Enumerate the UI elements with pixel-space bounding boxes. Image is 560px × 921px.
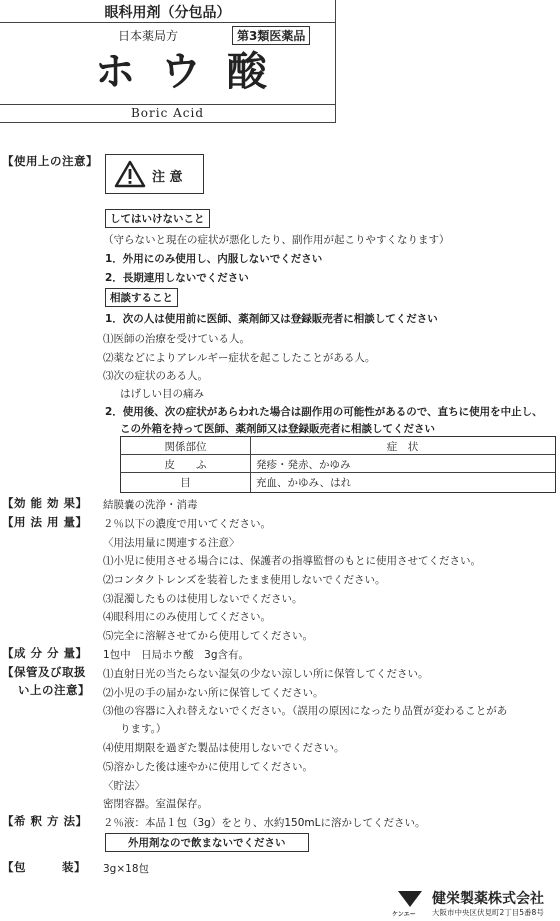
efficacy-label: 【効 能 効 果】 [2, 496, 88, 510]
consult-item-2-line-2: この外箱を持って医師、薬剤師又は登録販売者に相談してください [120, 423, 435, 435]
consult-item-1: 1．次の人は使用前に医師、薬剤師又は登録販売者に相談してください [105, 313, 438, 325]
dilution-warning: 外用剤なので飲まないでください [105, 833, 309, 852]
storage-item-1: ⑴直射日光の当たらない湿気の少ない涼しい所に保管してください。 [103, 668, 429, 680]
dosage-note-1: ⑴小児に使用させる場合には、保護者の指導監督のもとに使用させてください。 [103, 555, 481, 567]
dosage-label: 【用 法 用 量】 [2, 515, 88, 529]
dosage-note-5: ⑸完全に溶解させてから使用してください。 [103, 630, 313, 642]
storage-item-3: ⑶他の容器に入れ替えないでください。（誤用の原因になったり品質が変わることがあ [103, 705, 508, 717]
storage-item-2: ⑵小児の手の届かない所に保管してください。 [103, 687, 324, 699]
storage-item-5: ⑸溶かした後は速やかに使用してください。 [103, 761, 313, 773]
category-text: 眼科用剤（分包品） [104, 5, 231, 21]
warning-triangle-icon [114, 160, 146, 188]
dilution-text: ２％液：本品１包（3g）をとり、水約150mLに溶かしてください。 [103, 817, 426, 829]
table-header-part: 関係部位 [164, 441, 207, 453]
consult-subitem-1: ⑴医師の治療を受けている人。 [103, 333, 250, 345]
table-row-divider-2 [120, 472, 555, 473]
package-label: 【包 装】 [2, 860, 86, 874]
english-name: Boric Acid [130, 106, 205, 120]
dilution-label: 【希 釈 方 法】 [2, 814, 88, 828]
table-row-divider-1 [120, 454, 555, 455]
dont-heading: してはいけないこと [105, 209, 210, 228]
pharmacopoeia-text: 日本薬局方 [118, 29, 179, 43]
storage-label-line-1: 【保管及び取扱 [2, 665, 86, 679]
header-divider [0, 22, 335, 23]
storage-label-line-2: い上の注意】 [18, 683, 90, 697]
manufacturer-address: 大阪市中央区伏見町2丁目5番8号 [432, 908, 544, 917]
product-name: ホ ウ 酸 [95, 49, 273, 95]
dont-item-1: 1．外用にのみ使用し、内服しないでください [105, 253, 323, 265]
dosage-text: ２％以下の濃度で用いてください。 [103, 518, 271, 530]
package-text: 3g×18包 [103, 863, 150, 875]
table-row-2-part: 目 [180, 477, 191, 489]
composition-text: 1包中 日局ホウ酸 3g含有。 [103, 649, 250, 661]
table-row-1-part: 皮 ふ [164, 459, 207, 471]
consult-subitem-3: ⑶次の症状のある人。 [103, 370, 208, 382]
manufacturer-logo-icon [396, 889, 424, 911]
dosage-note-3: ⑶混濁したものは使用しないでください。 [103, 593, 303, 605]
drug-class-badge: 第3類医薬品 [232, 26, 310, 45]
manufacturer-name: 健栄製薬株式会社 [432, 891, 544, 907]
storage-subheading: 〈貯法〉 [103, 780, 145, 792]
dosage-note-4: ⑷眼科用にのみ使用してください。 [103, 611, 271, 623]
dosage-note-2: ⑵コンタクトレンズを装着したまま使用しないでください。 [103, 574, 386, 586]
consult-heading: 相談すること [105, 288, 178, 307]
manufacturer-logo-text: ケンエー [392, 911, 416, 918]
dosage-notes-heading: 〈用法用量に関連する注意〉 [103, 537, 240, 549]
caution-title: 注 意 [152, 170, 183, 185]
english-divider [0, 104, 335, 105]
consult-item-2-line-1: 2．使用後、次の症状があらわれた場合は副作用の可能性があるので、直ちに使用を中止し、 [105, 406, 543, 418]
dont-item-2: 2．長期連用しないでください [105, 272, 249, 284]
storage-item-4: ⑷使用期限を過ぎた製品は使用しないでください。 [103, 742, 345, 754]
table-header-symptom: 症 状 [386, 441, 419, 453]
usage-precautions-label: 【使用上の注意】 [2, 154, 98, 168]
efficacy-text: 結膜嚢の洗浄・消毒 [103, 499, 198, 511]
composition-label: 【成 分 分 量】 [2, 646, 88, 660]
consult-subitem-2: ⑵薬などによりアレルギー症状を起こしたことがある人。 [103, 352, 376, 364]
consult-subitem-4: はげしい目の痛み [120, 388, 204, 400]
table-row-1-symptom: 発疹・発赤、かゆみ [256, 459, 351, 471]
table-row-2-symptom: 充血、かゆみ、はれ [256, 477, 352, 489]
storage-sub-text: 密閉容器。室温保存。 [103, 798, 208, 810]
storage-item-3-cont: ります。） [120, 723, 167, 735]
dont-note: （守らないと現在の症状が悪化したり、副作用が起こりやすくなります） [103, 234, 450, 246]
